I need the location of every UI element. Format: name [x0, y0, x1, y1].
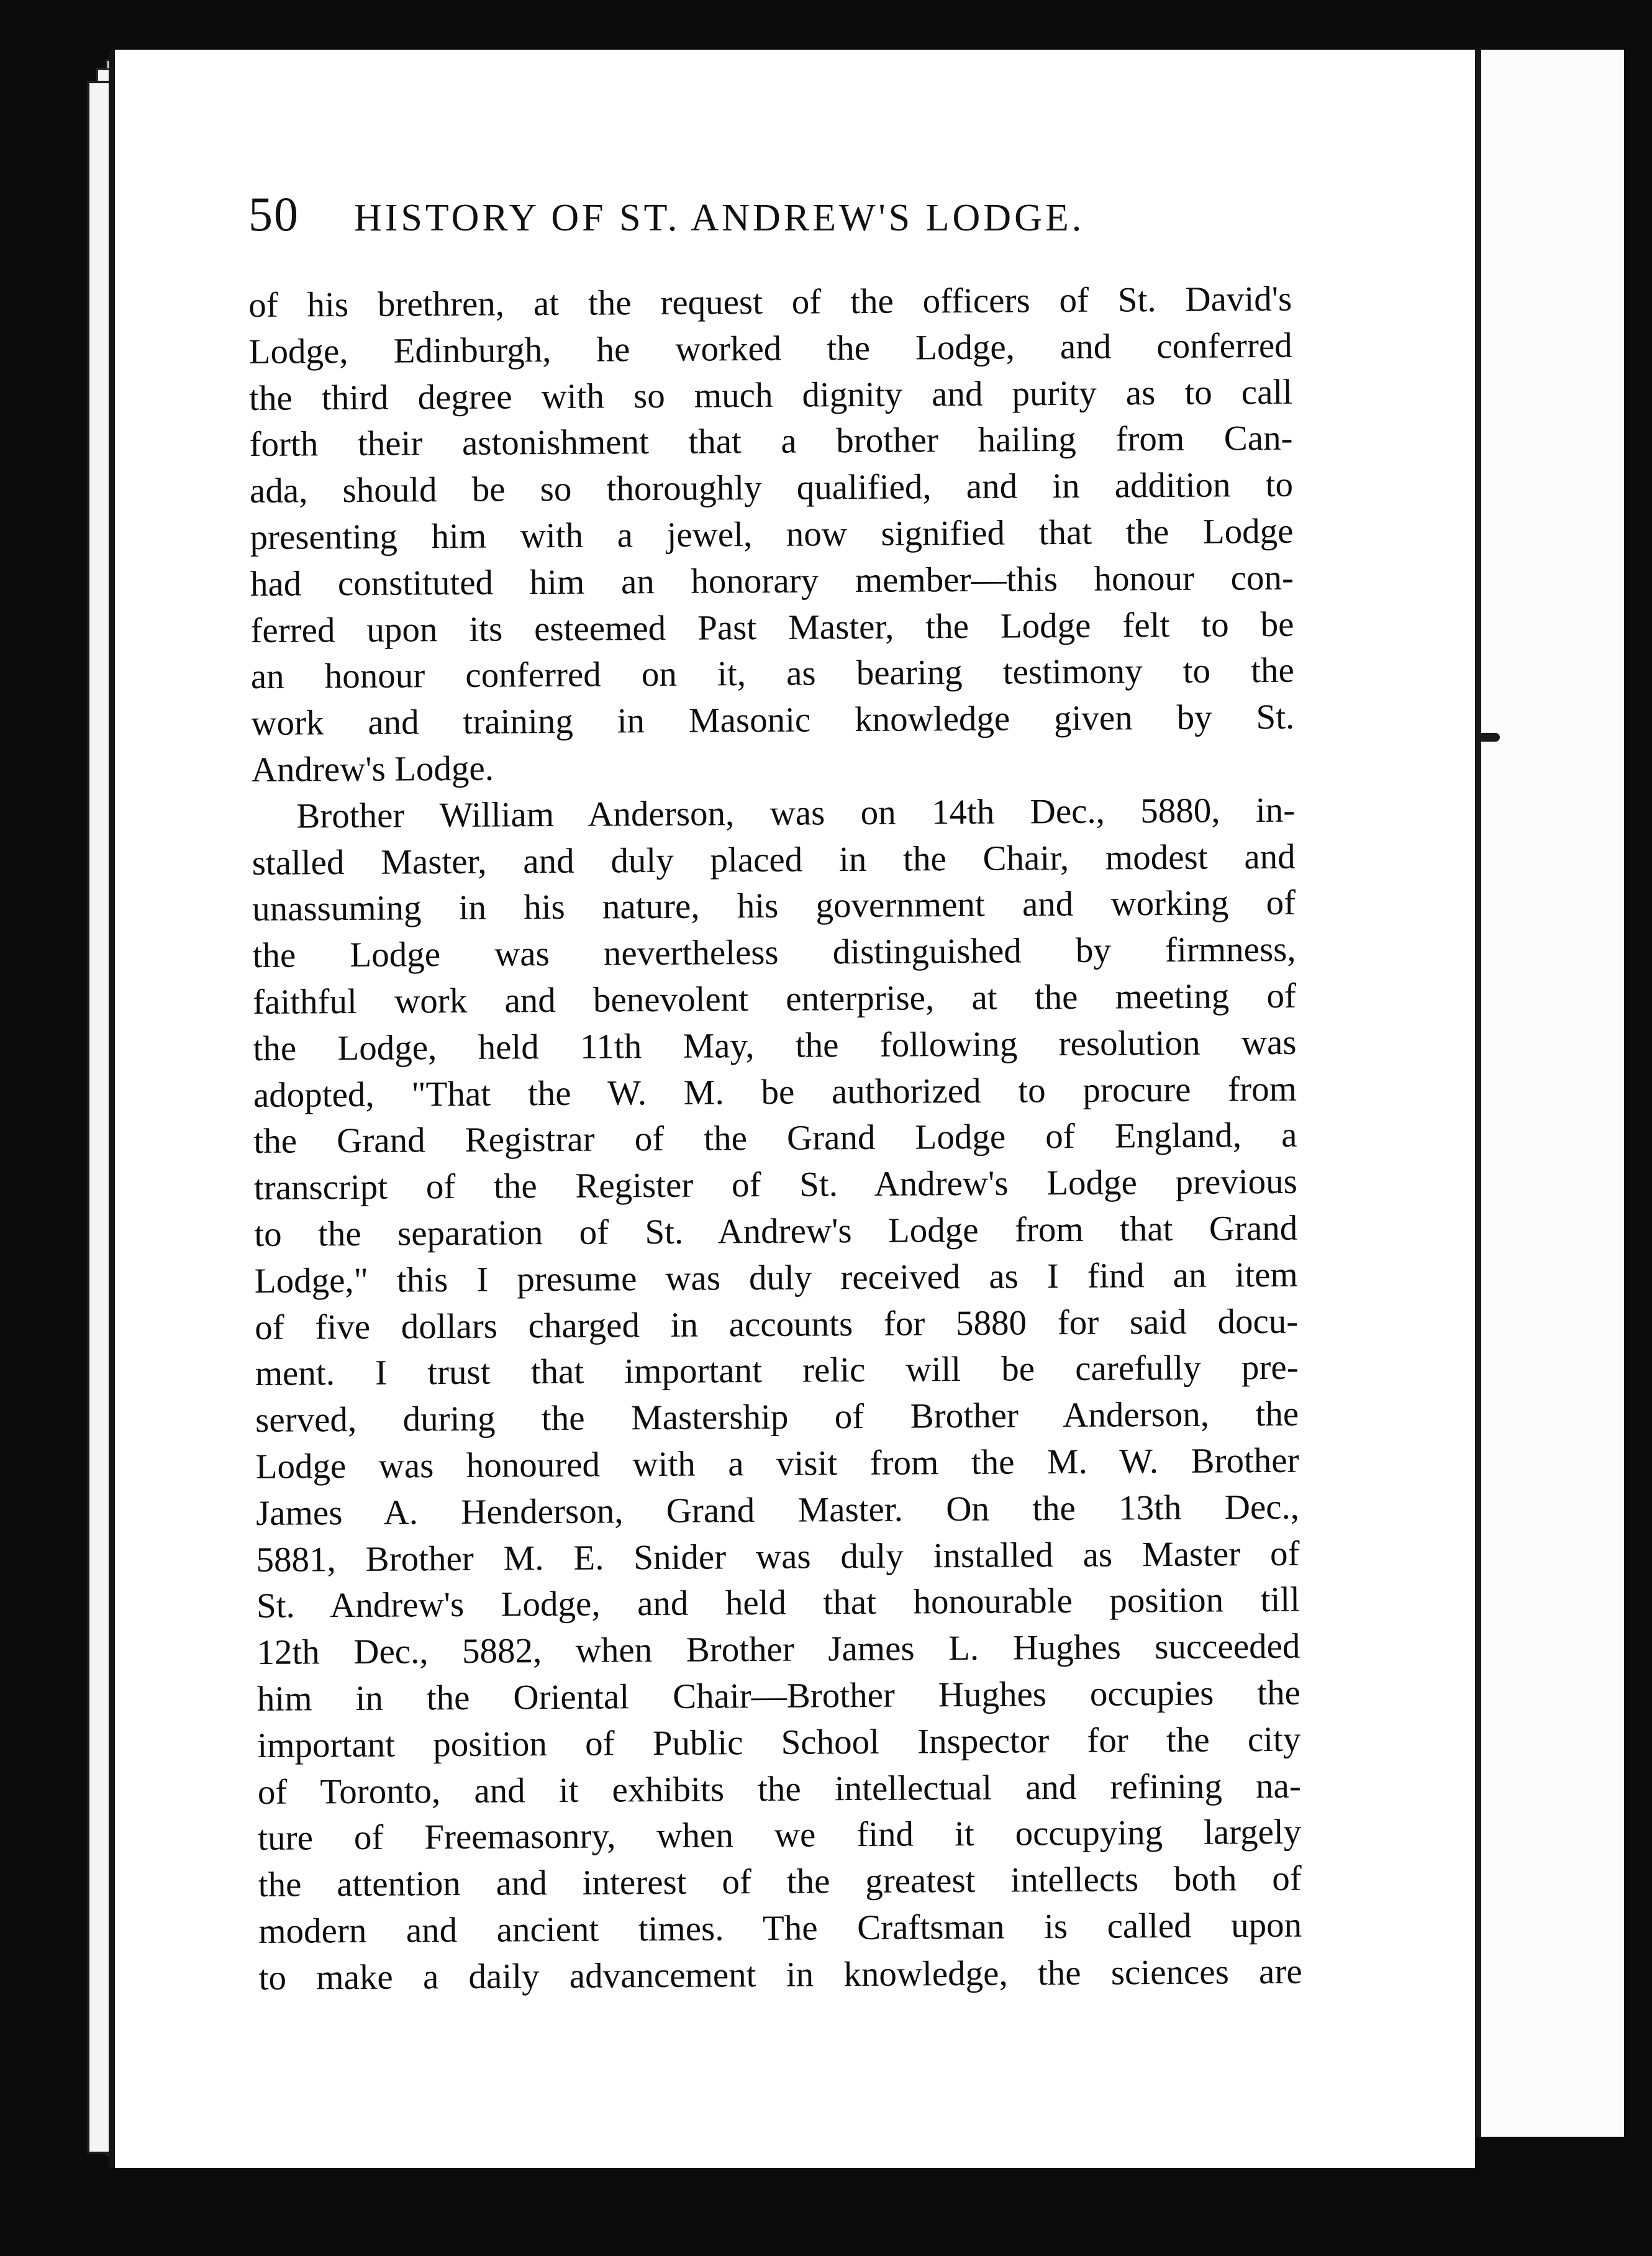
text-line: served, during the Mastership of Brother Anderson, the	[255, 1394, 1299, 1440]
text-line: the Lodge was nevertheless distinguished by firmness,	[252, 929, 1296, 976]
text-line: to the separation of St. Andrew's Lodge from that Grand	[254, 1208, 1298, 1254]
text-line: 5881, Brother M. E. Snider was duly installed as Master of	[256, 1534, 1300, 1580]
text-line: forth their astonishment that a brother hailing from Can-	[249, 419, 1293, 465]
text-line: ada, should be so thoroughly qualified, and in addition to	[249, 465, 1294, 511]
text-line: unassuming in his nature, his government and working of	[252, 883, 1296, 929]
text-line: the third degree with so much dignity and purity as to call	[248, 372, 1293, 418]
text-line: of Toronto, and it exhibits the intellectual and refining na-	[257, 1766, 1302, 1812]
text-line: ture of Freemasonry, when we find it occupying largely	[258, 1812, 1302, 1858]
text-line: Lodge was honoured with a visit from the M. W. Brother	[255, 1440, 1299, 1486]
text-line: transcript of the Register of St. Andrew's Lodge previous	[253, 1162, 1298, 1208]
page-number: 50	[248, 187, 299, 241]
text-line: faithful work and benevolent enterprise, at the meeting of	[252, 976, 1297, 1022]
text-line: the Lodge, held 11th May, the following resolution was	[253, 1022, 1297, 1068]
text-line: ferred upon its esteemed Past Master, the Lodge felt to be	[250, 604, 1294, 650]
text-line: of five dollars charged in accounts for 5880 for said docu-	[255, 1301, 1299, 1347]
text-line: an honour conferred on it, as bearing testimony to the	[250, 651, 1295, 697]
text-line: important position of Public School Inspector for the city	[257, 1719, 1301, 1765]
text-line: 12th Dec., 5882, when Brother James L. Hughes succeeded	[256, 1626, 1300, 1673]
text-line: ment. I trust that important relic will be carefully pre-	[255, 1348, 1299, 1394]
text-line: James A. Henderson, Grand Master. On the 13th Dec.,	[255, 1487, 1300, 1533]
text-line: to make a daily advancement in knowledge, the sciences are	[258, 1952, 1302, 1998]
text-line: him in the Oriental Chair—Brother Hughes occupies the	[256, 1673, 1301, 1719]
text-line: the attention and interest of the greatest intellects both of	[258, 1858, 1302, 1905]
text-line: stalled Master, and duly placed in the Chair, modest and	[252, 837, 1296, 883]
text-line: modern and ancient times. The Craftsman is called upon	[258, 1905, 1302, 1951]
text-line: presenting him with a jewel, now signified that the Lodge	[250, 511, 1294, 557]
facing-page-edge	[1475, 50, 1624, 2137]
text-line: Brother William Anderson, was on 14th Dec., 5880, in-	[296, 790, 1296, 836]
body-text	[248, 276, 1302, 2002]
text-line: of his brethren, at the request of the officers of St. David's	[248, 279, 1292, 325]
running-head	[248, 186, 1304, 248]
text-line: St. Andrew's Lodge, and held that honourable position till	[256, 1580, 1300, 1626]
text-line: Lodge," this I presume was duly received as I find an item	[254, 1255, 1298, 1301]
text-line: work and training in Masonic knowledge given by St.	[251, 697, 1295, 744]
text-line: the Grand Registrar of the Grand Lodge of England, a	[253, 1116, 1297, 1162]
text-line: adopted, "That the W. M. be authorized to procure from	[253, 1069, 1297, 1115]
text-line: had constituted him an honorary member—this honour con-	[250, 558, 1294, 604]
text-line: Lodge, Edinburgh, he worked the Lodge, and conferred	[248, 325, 1292, 371]
running-title: HISTORY OF ST. ANDREW'S LODGE.	[354, 197, 1085, 239]
text-line: Andrew's Lodge.	[251, 748, 494, 789]
